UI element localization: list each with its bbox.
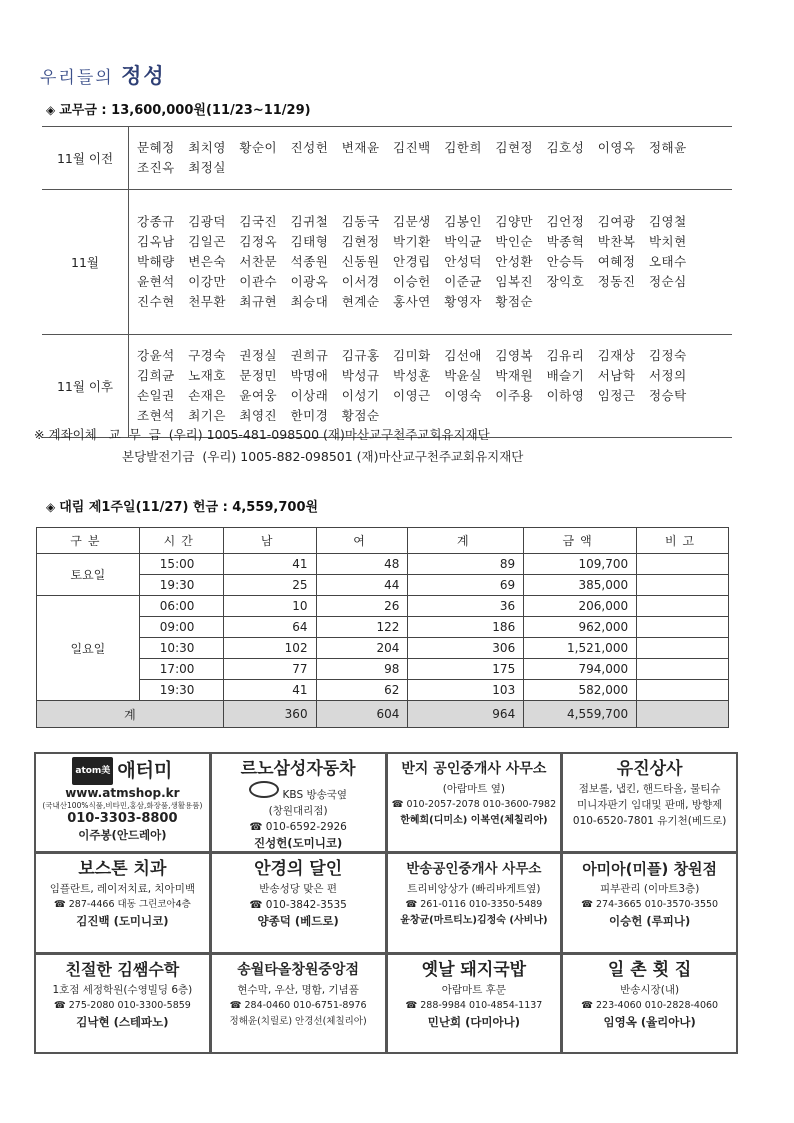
ad-line: 임플란트, 레이저치료, 치아미백 xyxy=(49,883,195,896)
ad-line: ☎ 223-4060 010-2828-4060 xyxy=(581,999,719,1011)
cell-male: 10 xyxy=(223,596,316,617)
cell-female: 44 xyxy=(316,575,408,596)
total-male: 360 xyxy=(223,701,316,728)
day-label: 일요일 xyxy=(37,596,140,701)
cell-male: 77 xyxy=(223,659,316,680)
ad-owner: 이승헌 (루피나) xyxy=(609,914,691,929)
ad-name xyxy=(36,757,209,785)
col-header: 금액 xyxy=(524,528,637,554)
ad-amia xyxy=(563,854,736,951)
name-line: 조현석 최기은 최영진 한미경 황점순 xyxy=(137,408,380,423)
row-label: 11월 xyxy=(42,190,129,335)
table-header-row xyxy=(37,528,729,554)
col-header: 여 xyxy=(316,528,408,554)
ad-owner: 윤창균(마르티노)김정숙 (사비나) xyxy=(400,915,548,927)
ad-songwol-towel xyxy=(212,955,385,1052)
cell-note xyxy=(637,575,729,596)
cell-sum: 103 xyxy=(408,680,524,701)
ad-line: ☎ 010-6592-2926 xyxy=(249,821,347,833)
cell-sum: 69 xyxy=(408,575,524,596)
cell-amount: 582,000 xyxy=(524,680,637,701)
ad-name: 유진상사 xyxy=(616,759,683,779)
ad-name: 반지 공인중개사 사무소 xyxy=(401,761,547,777)
cell-female: 98 xyxy=(316,659,408,680)
ad-line: ☎ 275-2080 010-3300-5859 xyxy=(53,999,191,1011)
table-row xyxy=(42,127,732,190)
ad-gukbap xyxy=(388,955,561,1052)
ad-line: (아람마트 옆) xyxy=(442,783,505,795)
cell-note xyxy=(637,596,729,617)
ad-line: 반송시장(내) xyxy=(620,983,680,996)
cell-amount: 109,700 xyxy=(524,554,637,575)
ad-line: ☎ 010-3842-3535 xyxy=(249,899,347,912)
name-line: 김희균 노재호 문정민 박명애 박성규 박성훈 박윤실 박재원 배슬기 서남학 서정의 xyxy=(137,368,687,383)
ad-line: ☎ 284-0460 010-6751-8976 xyxy=(229,999,367,1011)
ad-name: 안경의 달인 xyxy=(254,859,343,880)
account-line-1: ※ 계좌이체 교 무 금 (우리) 1005-481-098500 (재)마산교구천주교회유지재단 xyxy=(34,427,490,442)
cell-sum: 89 xyxy=(408,554,524,575)
table-row xyxy=(37,680,729,701)
account-line-2: 본당발전기금 (우리) 1005-882-098501 (재)마산교구천주교회유지재단 xyxy=(122,449,524,464)
name-line: 진수현 천무환 최규현 최승대 현계순 홍사연 황영자 황점순 xyxy=(137,294,534,309)
ad-line: 010-6520-7801 유기천(베드로) xyxy=(572,815,727,827)
offering-heading-text: 교무금 : 13,600,000원(11/23~11/29) xyxy=(59,103,311,118)
cell-time: 09:00 xyxy=(139,617,223,638)
day-label: 토요일 xyxy=(37,554,140,596)
table-row xyxy=(42,335,732,438)
ad-name: 반송공인중개사 사무소 xyxy=(406,861,542,878)
ad-name: 일 촌 횟 집 xyxy=(607,959,692,980)
name-list xyxy=(129,190,733,335)
title-main: 정성 xyxy=(121,63,166,88)
diamond-icon: ◈ xyxy=(46,103,56,117)
cell-time: 15:00 xyxy=(139,554,223,575)
cell-time: 06:00 xyxy=(139,596,223,617)
ad-line: 1호점 세정학원(수영빌딩 6층) xyxy=(52,983,193,996)
ad-math xyxy=(36,955,209,1052)
row-label: 11월 이후 xyxy=(42,335,129,438)
cell-note xyxy=(637,638,729,659)
table-row xyxy=(42,190,732,335)
cell-male: 41 xyxy=(223,554,316,575)
ad-name: 친절한 김쌤수학 xyxy=(65,959,180,979)
cell-amount: 1,521,000 xyxy=(524,638,637,659)
cell-male: 41 xyxy=(223,680,316,701)
cell-sum: 186 xyxy=(408,617,524,638)
table-row xyxy=(37,575,729,596)
table-row xyxy=(37,659,729,680)
cell-female: 122 xyxy=(316,617,408,638)
name-line: 강윤석 구경숙 권정실 권희규 김규홍 김미화 김선애 김영복 김유리 김재상 김정숙 xyxy=(137,348,687,363)
ad-owner: 민난희 (다미아나) xyxy=(427,1014,521,1029)
col-header: 비고 xyxy=(637,528,729,554)
name-line: 손일권 손재은 윤여웅 이상래 이성기 이영근 이영숙 이주용 이하영 임정근 정승탁 xyxy=(137,388,687,403)
total-sum: 964 xyxy=(408,701,524,728)
col-header: 남 xyxy=(223,528,316,554)
ad-line: 미니자판기 임대및 판매, 방향제 xyxy=(577,799,723,811)
ad-line xyxy=(212,781,385,803)
cell-amount: 794,000 xyxy=(524,659,637,680)
ad-line: 반송성당 맞은 편 xyxy=(259,883,337,896)
ad-name: 아미아(미플) 창원점 xyxy=(582,860,718,879)
total-amount: 4,559,700 xyxy=(524,701,637,728)
cell-note xyxy=(637,680,729,701)
diamond-icon: ◈ xyxy=(46,500,56,514)
cell-female: 62 xyxy=(316,680,408,701)
total-row xyxy=(37,701,729,728)
ad-name: 르노삼성자동차 xyxy=(240,759,356,779)
page-title xyxy=(40,60,166,90)
cell-time: 10:30 xyxy=(139,638,223,659)
cell-amount: 206,000 xyxy=(524,596,637,617)
ad-name-text: 애터미 xyxy=(117,759,173,782)
cell-male: 64 xyxy=(223,617,316,638)
ad-boston-dental xyxy=(36,854,209,951)
ad-line: 현수막, 우산, 명함, 기념품 xyxy=(237,983,359,996)
ad-line: 트리비앙상가 (빠리바게트옆) xyxy=(407,883,541,896)
ads-grid xyxy=(34,752,738,1054)
table-row xyxy=(37,638,729,659)
col-header: 계 xyxy=(408,528,524,554)
ad-line: ☎ 287-4466 대동 그린코아4층 xyxy=(53,899,191,911)
cell-male: 102 xyxy=(223,638,316,659)
name-list xyxy=(129,335,733,438)
ad-ilchon-sashimi xyxy=(563,955,736,1052)
cell-note xyxy=(637,554,729,575)
cell-female: 26 xyxy=(316,596,408,617)
title-prefix: 우리들의 xyxy=(40,68,114,88)
name-line: 조진옥 최정실 xyxy=(137,160,226,175)
attendance-table xyxy=(36,527,729,728)
ad-owner: 임영옥 (율리아나) xyxy=(603,1014,696,1029)
ad-line: www.atmshop.kr xyxy=(65,786,180,800)
cell-male: 25 xyxy=(223,575,316,596)
ad-atomy xyxy=(36,754,209,851)
name-line: 박해량 변은숙 서찬문 석종원 신동원 안경립 안성덕 안성환 안승득 여혜정 오태수 xyxy=(137,254,687,269)
cell-note xyxy=(637,659,729,680)
ad-name: 옛날 돼지국밥 xyxy=(421,959,527,980)
cell-time: 17:00 xyxy=(139,659,223,680)
name-line: 윤현석 이강만 이관수 이광옥 이서경 이승헌 이준균 임복진 장익호 정동진 정순심 xyxy=(137,274,687,289)
table-row xyxy=(37,596,729,617)
ad-owner: 한혜희(디미소) 이복연(체칠리아) xyxy=(400,815,548,826)
ad-line: ☎ 010-2057-2078 010-3600-7982 xyxy=(391,799,557,810)
cell-female: 48 xyxy=(316,554,408,575)
table-row xyxy=(37,554,729,575)
name-line: 김옥남 김일곤 김정옥 김태형 김현정 박기환 박익균 박인순 박종혁 박찬복 박치현 xyxy=(137,234,687,249)
ad-line: 010-3303-8800 xyxy=(67,811,178,826)
table-row xyxy=(37,617,729,638)
ad-banji-realty xyxy=(388,754,561,851)
cell-amount: 385,000 xyxy=(524,575,637,596)
name-list xyxy=(129,127,733,190)
total-label: 계 xyxy=(37,701,224,728)
ad-line-text: KBS 방송국옆 xyxy=(282,789,348,801)
atomy-logo-icon: atom美 xyxy=(72,757,113,785)
ad-line: ☎ 261-0116 010-3350-5489 xyxy=(405,899,543,911)
cell-time: 19:30 xyxy=(139,575,223,596)
cell-sum: 175 xyxy=(408,659,524,680)
name-line: 강종규 김광덕 김국진 김귀철 김동국 김문생 김봉인 김양만 김언정 김여광 김영철 xyxy=(137,214,687,229)
ad-line: ☎ 288-9984 010-4854-1137 xyxy=(405,999,543,1011)
ad-yujin xyxy=(563,754,736,851)
ad-name: 보스톤 치과 xyxy=(78,859,167,880)
cell-sum: 36 xyxy=(408,596,524,617)
cell-female: 204 xyxy=(316,638,408,659)
col-header: 시간 xyxy=(139,528,223,554)
ad-owner: 이주봉(안드레아) xyxy=(78,828,167,842)
car-logo-icon xyxy=(249,781,279,798)
ad-line: ☎ 274-3665 010-3570-3550 xyxy=(581,899,719,911)
ad-name: 송월타올창원중앙점 xyxy=(237,961,359,978)
ad-renault xyxy=(212,754,385,851)
ad-line: 아람마트 후문 xyxy=(441,983,506,996)
ad-owner: 진성헌(도미니코) xyxy=(253,836,343,850)
ad-owner: 김낙현 (스테파노) xyxy=(76,1014,169,1029)
col-header: 구분 xyxy=(37,528,140,554)
offering-heading xyxy=(46,99,311,118)
ad-owner: 김진백 (도미니코) xyxy=(76,914,169,929)
row-label: 11월 이전 xyxy=(42,127,129,190)
name-line: 문혜정 최치영 황순이 진성헌 변재윤 김진백 김한희 김현정 김호성 이영옥 정해윤 xyxy=(137,140,687,155)
ad-owner: 양종덕 (베드로) xyxy=(257,914,339,929)
total-note xyxy=(637,701,729,728)
ad-line: 점보롤, 냅킨, 핸드타올, 물티슈 xyxy=(578,783,721,795)
cell-sum: 306 xyxy=(408,638,524,659)
cell-time: 19:30 xyxy=(139,680,223,701)
cell-amount: 962,000 xyxy=(524,617,637,638)
attendance-heading xyxy=(46,496,318,515)
cell-note xyxy=(637,617,729,638)
ad-line: 피부관리 (이마트3층) xyxy=(599,883,700,896)
ad-line: 정해윤(치릴로) 안경선(체칠리아) xyxy=(229,1015,367,1027)
total-female: 604 xyxy=(316,701,408,728)
ad-bansong-realty xyxy=(388,854,561,951)
ad-line: (국내산100%식품,비타민,홍삼,화장품,생활용품) xyxy=(42,801,203,810)
ad-line: (창원대리점) xyxy=(268,805,328,817)
ad-glasses xyxy=(212,854,385,951)
attendance-heading-text: 대림 제1주일(11/27) 헌금 : 4,559,700원 xyxy=(59,500,319,515)
offering-names-table xyxy=(42,126,732,438)
